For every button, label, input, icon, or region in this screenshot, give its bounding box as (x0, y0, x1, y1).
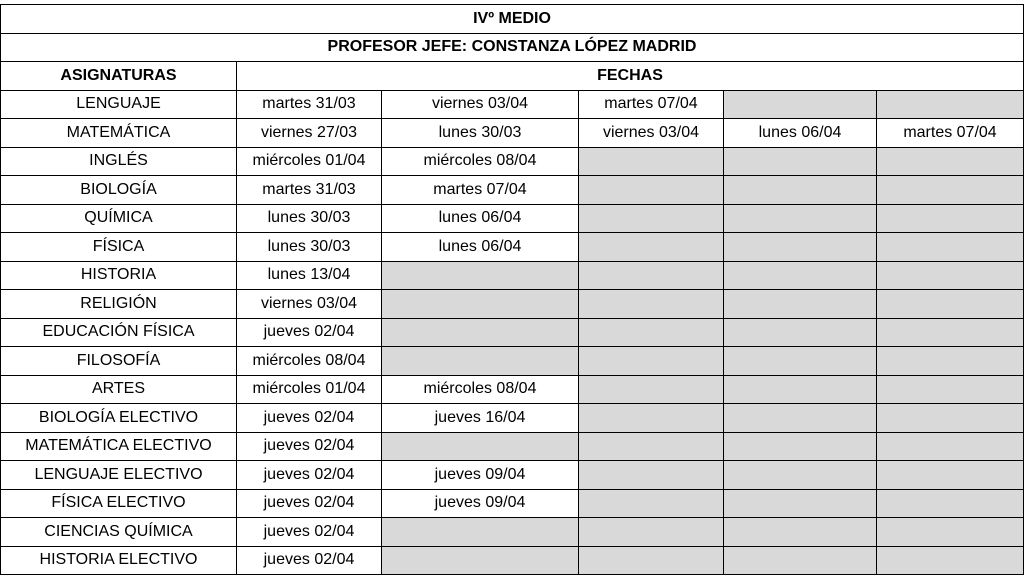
date-cell[interactable]: jueves 02/04 (237, 461, 382, 490)
empty-cell[interactable] (579, 546, 724, 575)
date-cell[interactable]: jueves 02/04 (237, 404, 382, 433)
table-row (1, 204, 1024, 233)
empty-cell[interactable] (724, 261, 877, 290)
empty-cell[interactable] (382, 290, 579, 319)
empty-cell[interactable] (724, 375, 877, 404)
empty-cell[interactable] (382, 347, 579, 376)
empty-cell[interactable] (579, 204, 724, 233)
empty-cell[interactable] (382, 546, 579, 575)
empty-cell[interactable] (724, 432, 877, 461)
date-cell[interactable]: lunes 13/04 (237, 261, 382, 290)
date-cell[interactable]: jueves 02/04 (237, 546, 382, 575)
date-cell[interactable]: lunes 06/04 (382, 204, 579, 233)
empty-cell[interactable] (579, 290, 724, 319)
head-teacher[interactable]: PROFESOR JEFE: CONSTANZA LÓPEZ MADRID (1, 33, 1024, 62)
empty-cell[interactable] (579, 147, 724, 176)
table-row (1, 375, 1024, 404)
table-row (1, 261, 1024, 290)
table-row (1, 546, 1024, 575)
empty-cell[interactable] (579, 233, 724, 262)
subject-cell[interactable]: MATEMÁTICA ELECTIVO (1, 432, 237, 461)
date-cell[interactable]: jueves 09/04 (382, 461, 579, 490)
subjects-header[interactable]: ASIGNATURAS (1, 62, 237, 91)
empty-cell[interactable] (579, 461, 724, 490)
empty-cell[interactable] (724, 318, 877, 347)
date-cell[interactable]: jueves 02/04 (237, 432, 382, 461)
empty-cell[interactable] (724, 489, 877, 518)
date-cell[interactable]: martes 07/04 (382, 176, 579, 205)
table-row (1, 461, 1024, 490)
empty-cell[interactable] (579, 489, 724, 518)
empty-cell[interactable] (724, 204, 877, 233)
date-cell[interactable]: miércoles 01/04 (237, 147, 382, 176)
date-cell[interactable]: miércoles 01/04 (237, 375, 382, 404)
empty-cell[interactable] (579, 518, 724, 547)
schedule-table (0, 4, 1024, 575)
empty-cell[interactable] (877, 261, 1024, 290)
date-cell[interactable]: jueves 02/04 (237, 489, 382, 518)
date-cell[interactable]: jueves 16/04 (382, 404, 579, 433)
empty-cell[interactable] (382, 261, 579, 290)
subject-cell[interactable]: FILOSOFÍA (1, 347, 237, 376)
table-row (1, 90, 1024, 119)
table-row (1, 347, 1024, 376)
empty-cell[interactable] (382, 432, 579, 461)
date-cell[interactable]: jueves 09/04 (382, 489, 579, 518)
date-cell[interactable]: martes 07/04 (579, 90, 724, 119)
subject-cell[interactable]: HISTORIA (1, 261, 237, 290)
empty-cell[interactable] (877, 233, 1024, 262)
date-cell[interactable]: lunes 30/03 (382, 119, 579, 148)
subject-cell[interactable]: BIOLOGÍA ELECTIVO (1, 404, 237, 433)
table-row (1, 147, 1024, 176)
empty-cell[interactable] (724, 176, 877, 205)
empty-cell[interactable] (877, 147, 1024, 176)
title-row (1, 5, 1024, 34)
empty-cell[interactable] (579, 432, 724, 461)
table-row (1, 318, 1024, 347)
sheet-title[interactable]: IVº MEDIO (1, 5, 1024, 34)
empty-cell[interactable] (579, 176, 724, 205)
table-row (1, 518, 1024, 547)
subject-cell[interactable]: EDUCACIÓN FÍSICA (1, 318, 237, 347)
empty-cell[interactable] (877, 318, 1024, 347)
subject-cell[interactable]: LENGUAJE ELECTIVO (1, 461, 237, 490)
date-cell[interactable]: viernes 03/04 (579, 119, 724, 148)
subject-cell[interactable]: QUÍMICA (1, 204, 237, 233)
subject-cell[interactable]: RELIGIÓN (1, 290, 237, 319)
empty-cell[interactable] (724, 546, 877, 575)
date-cell[interactable]: miércoles 08/04 (382, 147, 579, 176)
dates-header[interactable]: FECHAS (237, 62, 1024, 91)
date-cell[interactable]: miércoles 08/04 (382, 375, 579, 404)
empty-cell[interactable] (724, 347, 877, 376)
subject-cell[interactable]: ARTES (1, 375, 237, 404)
empty-cell[interactable] (382, 318, 579, 347)
date-cell[interactable]: jueves 02/04 (237, 318, 382, 347)
empty-cell[interactable] (877, 204, 1024, 233)
table-row (1, 176, 1024, 205)
table-row (1, 233, 1024, 262)
empty-cell[interactable] (724, 461, 877, 490)
date-cell[interactable]: jueves 02/04 (237, 518, 382, 547)
subject-cell[interactable]: CIENCIAS QUÍMICA (1, 518, 237, 547)
empty-cell[interactable] (877, 489, 1024, 518)
empty-cell[interactable] (877, 290, 1024, 319)
empty-cell[interactable] (877, 176, 1024, 205)
empty-cell[interactable] (579, 404, 724, 433)
subject-cell[interactable]: FÍSICA (1, 233, 237, 262)
table-row (1, 489, 1024, 518)
date-cell[interactable]: lunes 30/03 (237, 204, 382, 233)
header-row (1, 62, 1024, 91)
empty-cell[interactable] (877, 546, 1024, 575)
empty-cell[interactable] (724, 518, 877, 547)
empty-cell[interactable] (579, 261, 724, 290)
date-cell[interactable]: viernes 27/03 (237, 119, 382, 148)
empty-cell[interactable] (724, 90, 877, 119)
date-cell[interactable]: lunes 06/04 (382, 233, 579, 262)
empty-cell[interactable] (877, 432, 1024, 461)
subject-cell[interactable]: FÍSICA ELECTIVO (1, 489, 237, 518)
date-cell[interactable]: viernes 03/04 (237, 290, 382, 319)
table-row (1, 404, 1024, 433)
subtitle-row (1, 33, 1024, 62)
table-row (1, 119, 1024, 148)
empty-cell[interactable] (579, 375, 724, 404)
empty-cell[interactable] (579, 347, 724, 376)
subject-cell[interactable]: INGLÉS (1, 147, 237, 176)
empty-cell[interactable] (724, 404, 877, 433)
empty-cell[interactable] (382, 518, 579, 547)
date-cell[interactable]: lunes 06/04 (724, 119, 877, 148)
empty-cell[interactable] (877, 375, 1024, 404)
empty-cell[interactable] (877, 90, 1024, 119)
empty-cell[interactable] (579, 318, 724, 347)
table-row (1, 432, 1024, 461)
empty-cell[interactable] (877, 347, 1024, 376)
empty-cell[interactable] (724, 233, 877, 262)
table-row (1, 290, 1024, 319)
subject-cell[interactable]: HISTORIA ELECTIVO (1, 546, 237, 575)
date-cell[interactable]: viernes 03/04 (382, 90, 579, 119)
empty-cell[interactable] (877, 518, 1024, 547)
date-cell[interactable]: martes 31/03 (237, 176, 382, 205)
subject-cell[interactable]: MATEMÁTICA (1, 119, 237, 148)
empty-cell[interactable] (877, 461, 1024, 490)
empty-cell[interactable] (724, 290, 877, 319)
empty-cell[interactable] (877, 404, 1024, 433)
date-cell[interactable]: lunes 30/03 (237, 233, 382, 262)
date-cell[interactable]: martes 07/04 (877, 119, 1024, 148)
date-cell[interactable]: martes 31/03 (237, 90, 382, 119)
empty-cell[interactable] (724, 147, 877, 176)
schedule-body (1, 5, 1024, 575)
subject-cell[interactable]: LENGUAJE (1, 90, 237, 119)
date-cell[interactable]: miércoles 08/04 (237, 347, 382, 376)
subject-cell[interactable]: BIOLOGÍA (1, 176, 237, 205)
